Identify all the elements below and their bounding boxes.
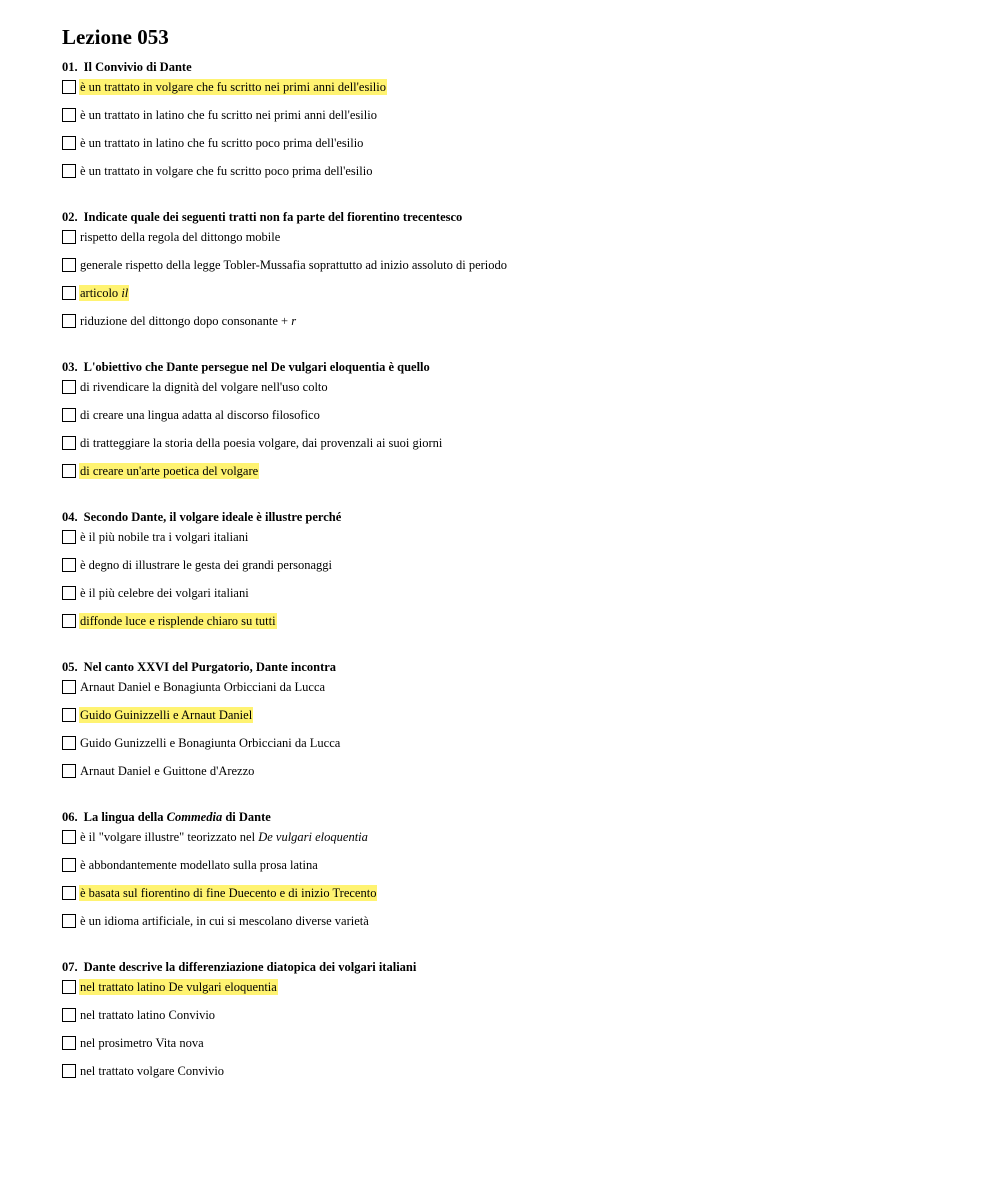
- answer-checkbox[interactable]: [62, 858, 76, 872]
- answer-label-highlighted: [79, 79, 387, 95]
- answer-checkbox[interactable]: [62, 680, 76, 694]
- answer-label: [79, 135, 364, 151]
- answer-option: [62, 1063, 962, 1091]
- answer-option: [62, 79, 962, 107]
- answer-checkbox[interactable]: [62, 586, 76, 600]
- answer-label: [79, 1035, 205, 1051]
- answer-label-highlighted: [79, 979, 278, 995]
- answer-option: [62, 229, 962, 257]
- answer-checkbox[interactable]: [62, 314, 76, 328]
- question-number: 07.: [62, 960, 78, 974]
- question-text: Nel canto XXVI del Purgatorio, Dante incontra: [83, 660, 337, 674]
- answer-option: [62, 463, 962, 491]
- answer-label: [79, 557, 333, 573]
- question-number: 03.: [62, 360, 78, 374]
- answer-text: Arnaut Daniel e Guittone d'Arezzo: [80, 764, 255, 778]
- answer-text-italic: il: [121, 286, 129, 300]
- question-number: 05.: [62, 660, 78, 674]
- answer-label: [79, 407, 321, 423]
- answer-option: [62, 913, 962, 941]
- question-text-italic: Commedia: [166, 810, 223, 824]
- question-block: [62, 807, 962, 941]
- answer-text: di tratteggiare la storia della poesia volgare, dai provenzali ai suoi giorni: [80, 436, 443, 450]
- answer-text: rispetto della regola del dittongo mobile: [80, 230, 281, 244]
- answer-option: [62, 707, 962, 735]
- answer-checkbox[interactable]: [62, 830, 76, 844]
- answer-label-highlighted: [79, 613, 277, 629]
- answer-label: [79, 257, 508, 273]
- answer-label: [79, 763, 255, 779]
- answer-text: Guido Gunizzelli e Bonagiunta Orbicciani da Lucca: [80, 736, 341, 750]
- answer-label-highlighted: [79, 707, 253, 723]
- answer-label-highlighted: [79, 463, 259, 479]
- answer-text: è basata sul fiorentino di fine Duecento e di inizio Trecento: [80, 886, 377, 900]
- answer-checkbox[interactable]: [62, 464, 76, 478]
- answer-checkbox[interactable]: [62, 286, 76, 300]
- answer-label: [79, 435, 443, 451]
- answer-checkbox[interactable]: [62, 886, 76, 900]
- answer-checkbox[interactable]: [62, 1064, 76, 1078]
- answer-option: [62, 679, 962, 707]
- answer-option: [62, 135, 962, 163]
- answer-checkbox[interactable]: [62, 558, 76, 572]
- question-block: [62, 957, 962, 1091]
- question-block: [62, 657, 962, 791]
- question-number: 06.: [62, 810, 78, 824]
- answer-label: [79, 229, 281, 245]
- answer-text: nel trattato latino De vulgari eloquentia: [80, 980, 277, 994]
- answer-option: [62, 763, 962, 791]
- question-text: Indicate quale dei seguenti tratti non fa parte del fiorentino trecentesco: [83, 210, 463, 224]
- answer-checkbox[interactable]: [62, 108, 76, 122]
- answer-checkbox[interactable]: [62, 164, 76, 178]
- answer-text: è il più celebre dei volgari italiani: [80, 586, 249, 600]
- answer-text: è un trattato in volgare che fu scritto nei primi anni dell'esilio: [80, 80, 386, 94]
- answer-text: generale rispetto della legge Tobler-Mussafia soprattutto ad inizio assoluto di periodo: [80, 258, 508, 272]
- document-page: [62, 24, 962, 1091]
- answer-label: [79, 913, 370, 929]
- answer-text: è un trattato in volgare che fu scritto poco prima dell'esilio: [80, 164, 373, 178]
- answer-option: [62, 1035, 962, 1063]
- answer-option: [62, 285, 962, 313]
- answer-checkbox[interactable]: [62, 1008, 76, 1022]
- answer-checkbox[interactable]: [62, 136, 76, 150]
- question-text: L'obiettivo che Dante persegue nel De vulgari eloquentia è quello: [83, 360, 430, 374]
- answer-text-italic: r: [291, 314, 297, 328]
- question-text: Secondo Dante, il volgare ideale è illustre perché: [83, 510, 342, 524]
- answer-text: è il più nobile tra i volgari italiani: [80, 530, 249, 544]
- question-heading: [62, 207, 962, 229]
- question-heading: [62, 957, 962, 979]
- answer-text: è un trattato in latino che fu scritto nei primi anni dell'esilio: [80, 108, 377, 122]
- answer-checkbox[interactable]: [62, 408, 76, 422]
- answer-checkbox[interactable]: [62, 914, 76, 928]
- answer-option: [62, 1007, 962, 1035]
- answer-option: [62, 857, 962, 885]
- answer-checkbox[interactable]: [62, 436, 76, 450]
- answer-option: [62, 257, 962, 285]
- answer-text: è un trattato in latino che fu scritto poco prima dell'esilio: [80, 136, 364, 150]
- answer-option: [62, 829, 962, 857]
- question-heading: [62, 357, 962, 379]
- question-text: La lingua della: [83, 810, 167, 824]
- answer-checkbox[interactable]: [62, 380, 76, 394]
- answer-text: di rivendicare la dignità del volgare nell'uso colto: [80, 380, 328, 394]
- answer-option: [62, 557, 962, 585]
- answer-label: [79, 313, 297, 329]
- answer-label-highlighted: [79, 885, 377, 901]
- answer-option: [62, 435, 962, 463]
- answer-option: [62, 313, 962, 341]
- answer-text: di creare una lingua adatta al discorso filosofico: [80, 408, 320, 422]
- answer-label: [79, 857, 319, 873]
- answer-text: nel prosimetro Vita nova: [80, 1036, 204, 1050]
- question-list: [62, 57, 962, 1091]
- answer-text: è degno di illustrare le gesta dei grandi personaggi: [80, 558, 333, 572]
- answer-option: [62, 407, 962, 435]
- answer-text: nel trattato volgare Convivio: [80, 1064, 225, 1078]
- answer-option: [62, 163, 962, 191]
- answer-text: Guido Guinizzelli e Arnaut Daniel: [80, 708, 253, 722]
- question-block: [62, 57, 962, 191]
- question-heading: [62, 657, 962, 679]
- question-text-after: di Dante: [222, 810, 271, 824]
- answer-label: [79, 829, 369, 845]
- answer-option: [62, 107, 962, 135]
- answer-label: [79, 679, 326, 695]
- answer-checkbox[interactable]: [62, 230, 76, 244]
- answer-checkbox[interactable]: [62, 614, 76, 628]
- page-title: Lezione 053: [62, 25, 169, 49]
- answer-checkbox[interactable]: [62, 1036, 76, 1050]
- answer-label: [79, 1007, 216, 1023]
- answer-checkbox[interactable]: [62, 764, 76, 778]
- answer-checkbox[interactable]: [62, 530, 76, 544]
- answer-label: [79, 163, 373, 179]
- question-number: 02.: [62, 210, 78, 224]
- answer-option: [62, 613, 962, 641]
- question-heading: [62, 57, 962, 79]
- answer-option: [62, 885, 962, 913]
- answer-text: è un idioma artificiale, in cui si mescolano diverse varietà: [80, 914, 369, 928]
- question-number: 01.: [62, 60, 78, 74]
- answer-checkbox[interactable]: [62, 258, 76, 272]
- answer-text: nel trattato latino Convivio: [80, 1008, 216, 1022]
- answer-text: diffonde luce e risplende chiaro su tutti: [80, 614, 276, 628]
- answer-label: [79, 735, 341, 751]
- answer-checkbox[interactable]: [62, 80, 76, 94]
- answer-label: [79, 107, 378, 123]
- answer-text: è abbondantemente modellato sulla prosa latina: [80, 858, 318, 872]
- answer-checkbox[interactable]: [62, 736, 76, 750]
- answer-text: Arnaut Daniel e Bonagiunta Orbicciani da Lucca: [80, 680, 326, 694]
- question-heading: [62, 507, 962, 529]
- answer-option: [62, 735, 962, 763]
- answer-option: [62, 585, 962, 613]
- answer-checkbox[interactable]: [62, 708, 76, 722]
- question-block: [62, 507, 962, 641]
- question-heading: [62, 807, 962, 829]
- answer-label: [79, 529, 249, 545]
- question-block: [62, 207, 962, 341]
- answer-label: [79, 1063, 225, 1079]
- question-number: 04.: [62, 510, 78, 524]
- answer-option: [62, 379, 962, 407]
- answer-option: [62, 529, 962, 557]
- answer-label: [79, 379, 329, 395]
- question-text: Il Convivio di Dante: [83, 60, 192, 74]
- answer-checkbox[interactable]: [62, 980, 76, 994]
- answer-label-highlighted: [79, 285, 129, 301]
- answer-option: [62, 979, 962, 1007]
- answer-text: è il "volgare illustre" teorizzato nel: [80, 830, 259, 844]
- answer-text: articolo: [80, 286, 122, 300]
- answer-label: [79, 585, 250, 601]
- question-block: [62, 357, 962, 491]
- answer-text-italic: De vulgari eloquentia: [258, 830, 368, 844]
- answer-text: riduzione del dittongo dopo consonante +: [80, 314, 292, 328]
- question-text: Dante descrive la differenziazione diatopica dei volgari italiani: [83, 960, 417, 974]
- answer-text: di creare un'arte poetica del volgare: [80, 464, 259, 478]
